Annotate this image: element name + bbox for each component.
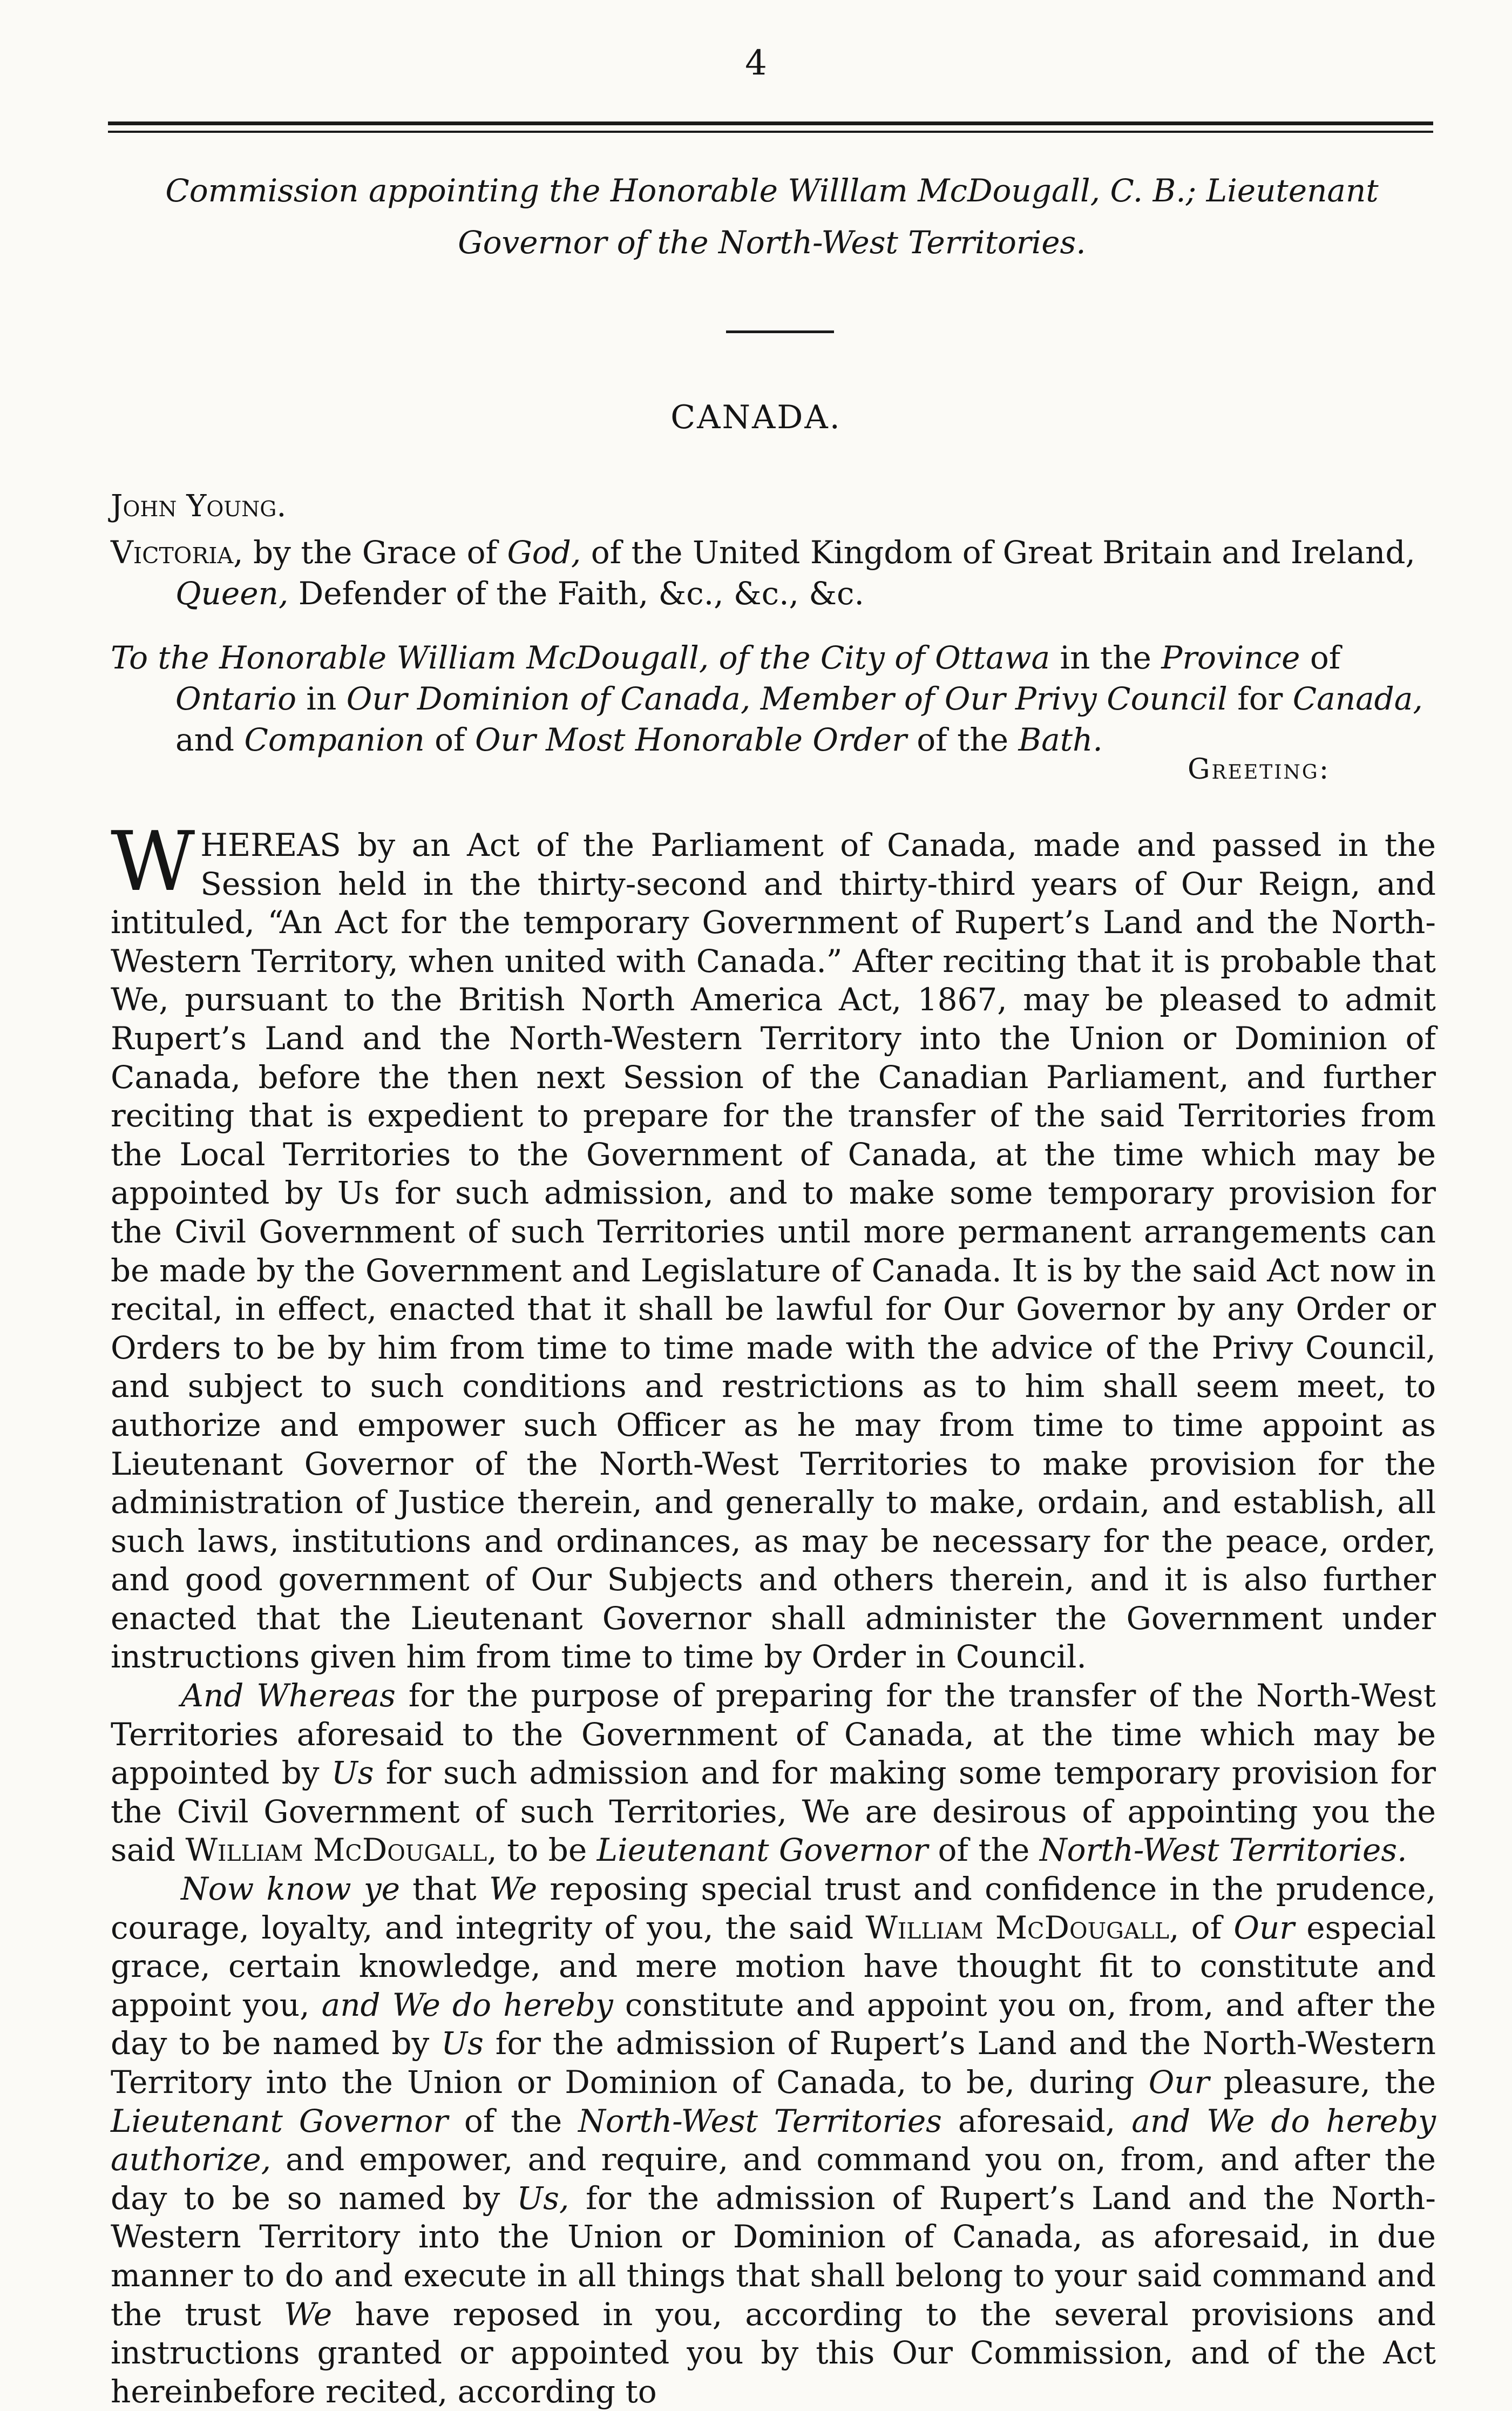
- paragraph-text: constitute and appoint you on, from, and after the day to be named by: [111, 1986, 1436, 2062]
- paragraph-italic: and We do hereby: [321, 1986, 613, 2023]
- paragraph-text: aforesaid,: [941, 2102, 1132, 2139]
- greeting: Greeting:: [1188, 753, 1331, 786]
- paragraph-italic: Our: [1233, 1909, 1294, 1946]
- addressee-dominion: Our Dominion of Canada, Member of Our Privy Council: [346, 680, 1228, 717]
- addressee-order: Our Most Honorable Order: [474, 721, 907, 758]
- territory-name: North-West Territories.: [1039, 1832, 1407, 1869]
- addressee-province: Province: [1161, 639, 1300, 676]
- addressee-text: of: [1300, 639, 1341, 676]
- sovereign-name: Victoria,: [111, 534, 243, 571]
- whereas-text: HEREAS by an Act of the Parliament of Canada, made and passed in the Session held in the thirty-second and thirty-third years of Our Reign, and intituled, “An Act for the temporary Government of Rupert’s Land and the North-Western Territory, when united with Canada.” After reciting that it is probable that We, pursuant to the British North America Act, 1867, may be pleased to admit Rupert’s Land and the North-Western Territory into the Union or Dominion of Canada, before the then next Session of the Canadian Parliament, and further reciting that is expedient to prepare for the transfer of the said Territories from the Local Territories to the Government of Canada, at the time which may be appointed by Us for such admission, and to make some temporary provision for the Civil Government of such Territories until more permanent arrangements can be made by the Government and Legislature of Canada. It is by the said Act now in recital, in effect, enacted that it shall be lawful for Our Governor by any Order or Orders to be by him from time to time made with the advice of the Privy Council, and subject to such conditions and restrictions as to him shall seem meet, to authorize and empower such Officer as he may from time to time appoint as Lieutenant Governor of the North-West Territories to make provision for the administration of Justice therein, and generally to make, ordain, and establish, all such laws, institutions and ordinances, as may be necessary for the peace, order, and good government of Our Subjects and others therein, and it is also further enacted that the Lieutenant Governor shall administer the Government under instructions given him from time to time by Order in Council.: [111, 827, 1436, 1676]
- jurisdiction-title: CANADA.: [670, 399, 842, 436]
- and-whereas-paragraph: [111, 1677, 1436, 1870]
- addressee-to: To the Honorable William McDougall, of the City of Ottawa: [111, 639, 1050, 676]
- paragraph-text: for the purpose of preparing for the transfer of the North-West Territories aforesaid to the Government of Canada, at the time which may be appointed by: [111, 1677, 1436, 1792]
- paragraph-text: for such admission and for making some temporary provision for the Civil Government of such Territories, We are desirous of appointing you the said: [111, 1754, 1436, 1869]
- commission-heading: Commission appointing the Honorable Willlam McDougall, C. B.; Lieutenant Governor of the North-West Territories.: [165, 172, 1379, 261]
- drop-cap: W: [111, 814, 195, 909]
- appointee-name: William McDougall,: [185, 1832, 497, 1869]
- addressee: [111, 637, 1430, 760]
- paragraph-text: especial grace, certain knowledge, and mere motion have thought fit to constitute and appoint you,: [111, 1909, 1436, 2023]
- paragraph-text: of: [1179, 1909, 1234, 1946]
- paragraph-italic: Us: [441, 2025, 484, 2062]
- paragraph-italic: Our: [1148, 2064, 1210, 2101]
- royal-style-queen: Queen,: [175, 575, 289, 612]
- addressee-ontario: Ontario: [175, 680, 296, 717]
- paragraph-text: of the: [448, 2102, 579, 2139]
- office-title: Lieutenant Governor: [596, 1832, 928, 1869]
- paragraph-text: reposing special trust and confidence in the prudence, courage, loyalty, and integrity of you, the said: [111, 1870, 1436, 1946]
- paragraph-text: of the: [928, 1832, 1040, 1869]
- royal-style: [111, 532, 1430, 614]
- paragraph-text: have reposed in you, according to the several provisions and instructions granted or appointed you by this Our Commission, and of the Act hereinbefore recited, according to: [111, 2295, 1436, 2410]
- paragraph-text: to be: [497, 1832, 597, 1869]
- royal-style-god: God,: [507, 534, 581, 571]
- paragraph-italic: We: [284, 2295, 333, 2333]
- paragraph-text: and empower, and require, and command you on, from, and after the day to be so named by: [111, 2141, 1436, 2217]
- paragraph-italic: Us: [331, 1754, 374, 1792]
- paragraph-italic: and We do hereby authorize,: [111, 2102, 1436, 2178]
- commission-body: [111, 814, 1436, 2411]
- royal-style-text: Defender of the Faith, &c., &c., &c.: [288, 575, 864, 612]
- top-rule-thick: [108, 121, 1433, 125]
- addressee-text: in the: [1050, 639, 1162, 676]
- whereas-paragraph: [111, 814, 1436, 1677]
- addressee-companion: Companion: [244, 721, 425, 758]
- paragraph-lead: And Whereas: [181, 1677, 396, 1714]
- heading-divider: [726, 330, 834, 333]
- office-title: Lieutenant Governor: [111, 2102, 448, 2139]
- addressee-bath: Bath.: [1018, 721, 1103, 758]
- governor-signature-name: John Young.: [111, 489, 287, 524]
- paragraph-lead: Now know ye: [181, 1870, 400, 1908]
- appointee-name: William McDougall,: [865, 1909, 1179, 1946]
- addressee-text: of the: [906, 721, 1019, 758]
- addressee-text: of: [424, 721, 475, 758]
- addressee-text: and: [175, 721, 245, 758]
- top-rule-thin: [108, 131, 1433, 133]
- paragraph-italic: We: [489, 1870, 538, 1908]
- page-number: 4: [745, 43, 767, 83]
- addressee-text: for: [1227, 680, 1293, 717]
- paragraph-text: for the admission of Rupert’s Land and the North-Western Territory into the Union or Dominion of Canada, to be, during: [111, 2025, 1436, 2101]
- paragraph-text: pleasure, the: [1209, 2064, 1436, 2101]
- now-know-ye-paragraph: [111, 1870, 1436, 2411]
- paragraph-text: that: [399, 1870, 489, 1908]
- territory-name: North-West Territories: [578, 2102, 942, 2139]
- royal-style-text: by the Grace of: [243, 534, 507, 571]
- addressee-canada: Canada,: [1292, 680, 1423, 717]
- paragraph-italic: Us,: [517, 2179, 569, 2217]
- addressee-text: in: [296, 680, 347, 717]
- royal-style-text: of the United Kingdom of Great Britain and Ireland,: [581, 534, 1415, 571]
- paragraph-text: for the admission of Rupert’s Land and the North-Western Territory into the Union or Dominion of Canada, as aforesaid, in due manner to do and execute in all things that shall belong to your said command and the trust: [111, 2179, 1436, 2333]
